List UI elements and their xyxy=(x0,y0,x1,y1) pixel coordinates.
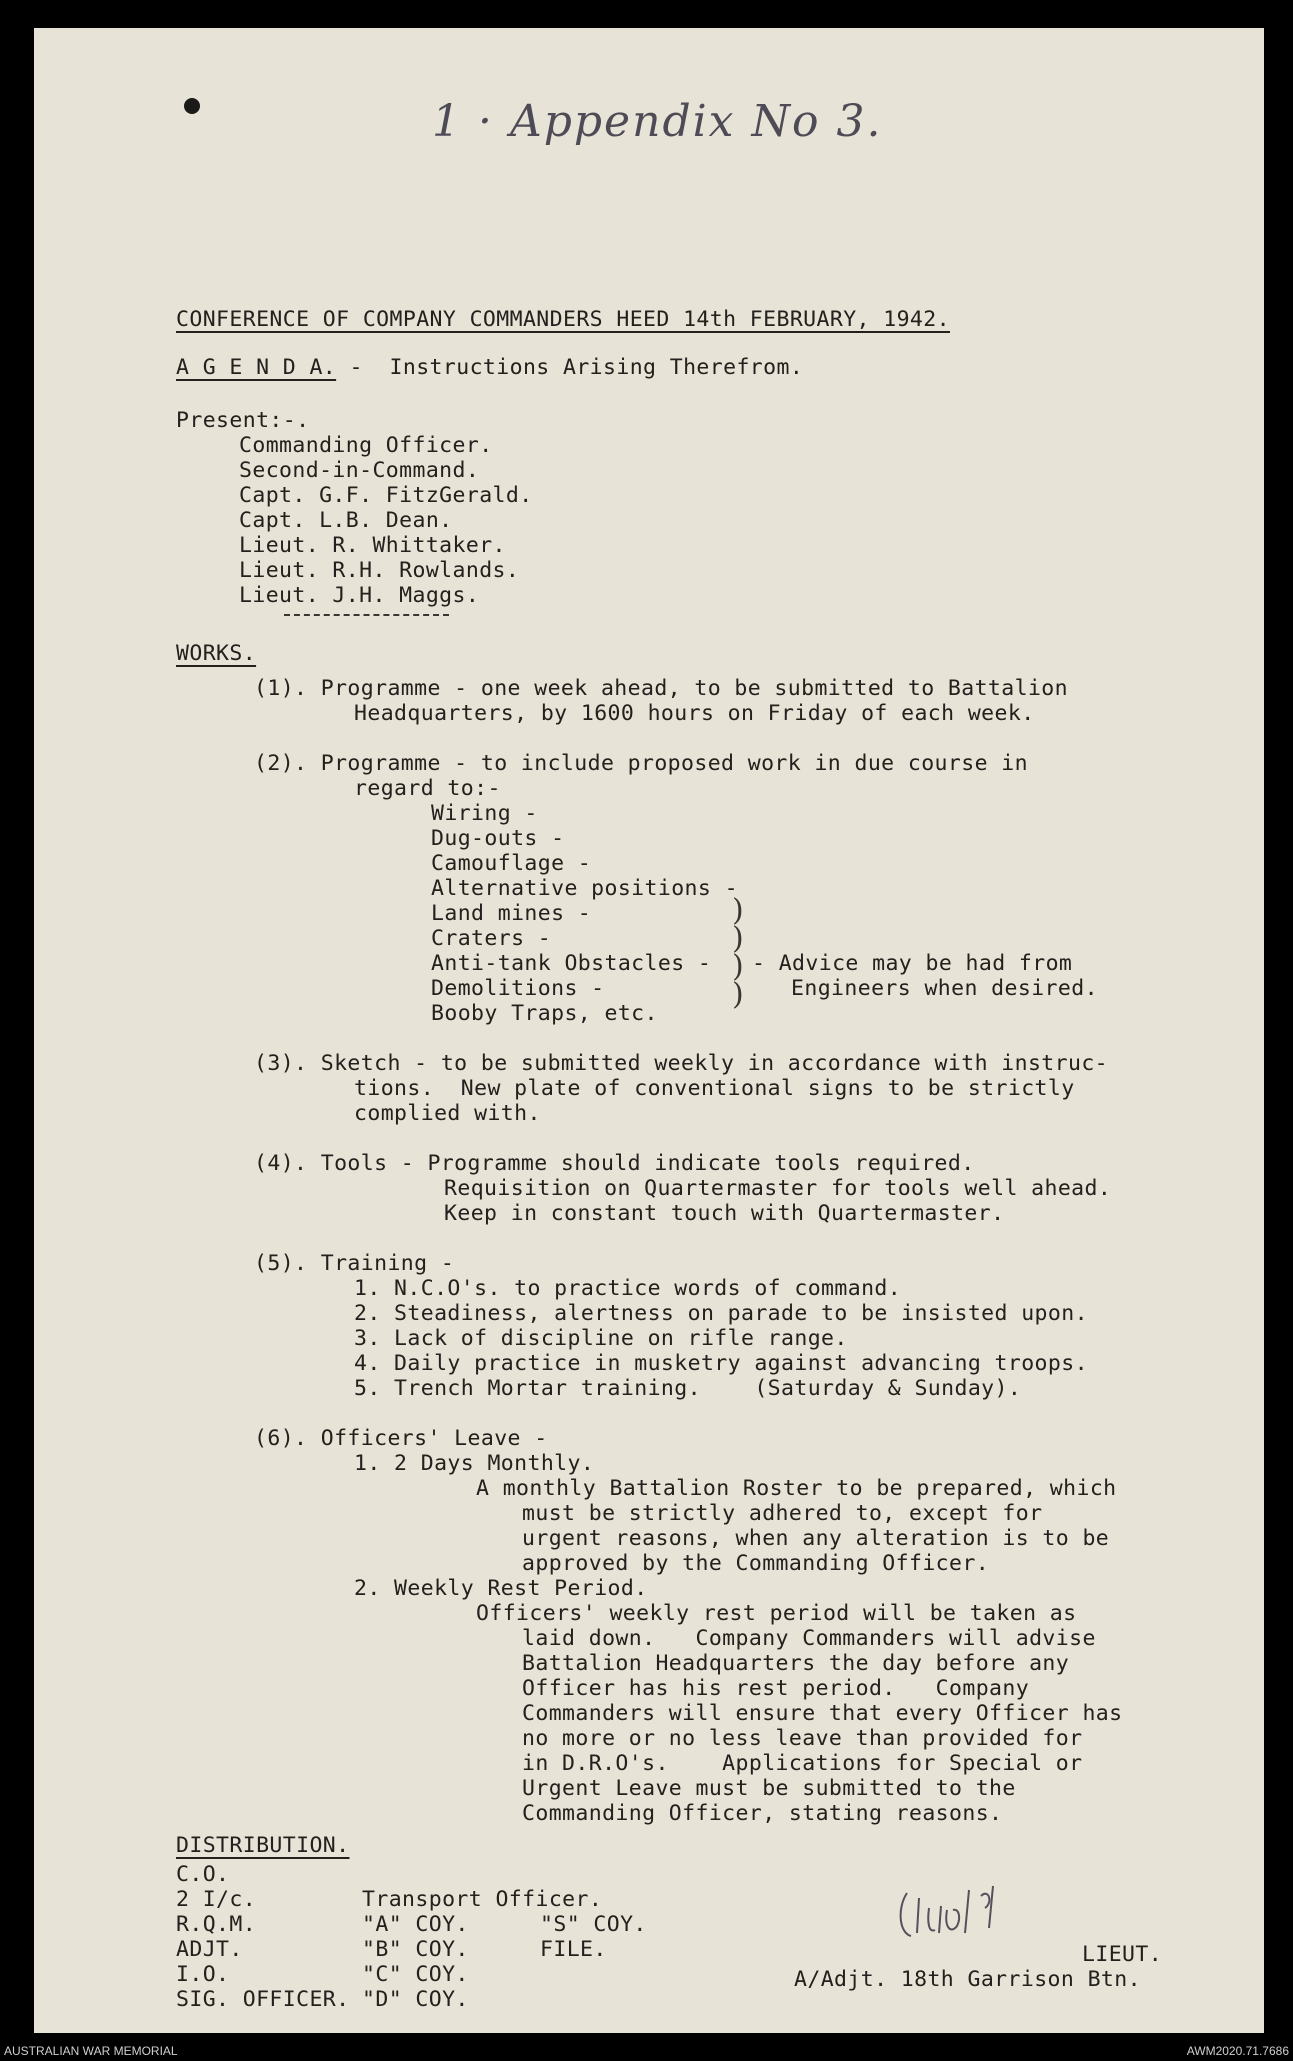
item4-line: Keep in constant touch with Quartermaster. xyxy=(444,1201,1005,1226)
signature-rank: LIEUT. xyxy=(1082,1942,1163,1967)
works-item: Dug-outs - xyxy=(431,826,565,851)
leave-text: Officers' weekly rest period will be taken as xyxy=(476,1601,1077,1626)
document-title: CONFERENCE OF COMPANY COMMANDERS HEED 14th FEBRUARY, 1942. xyxy=(176,307,950,332)
item5-label: (5). Training - xyxy=(254,1251,455,1276)
leave-text: A monthly Battalion Roster to be prepared, which xyxy=(476,1476,1117,1501)
leave-text: approved by the Commanding Officer. xyxy=(522,1551,990,1576)
present-name: Capt. G.F. FitzGerald. xyxy=(239,483,533,508)
leave-text: in D.R.O's. Applications for Special or xyxy=(522,1751,1083,1776)
divider-dashes xyxy=(284,614,449,616)
dist-entry: Transport Officer. xyxy=(362,1887,603,1912)
dist-entry: C.O. xyxy=(176,1862,230,1887)
dist-entry: SIG. OFFICER. xyxy=(176,1987,350,2012)
dist-entry: "A" COY. xyxy=(362,1912,469,1937)
agenda-rest: - Instructions Arising Therefrom. xyxy=(336,355,804,380)
training-point: 1. N.C.O's. to practice words of command. xyxy=(354,1276,902,1301)
dist-entry: R.Q.M. xyxy=(176,1912,257,1937)
present-name: Lieut. J.H. Maggs. xyxy=(239,583,480,608)
training-point: 4. Daily practice in musketry against advancing troops. xyxy=(354,1351,1088,1376)
works-item: Wiring - xyxy=(431,801,538,826)
item3-line: complied with. xyxy=(354,1101,541,1126)
dist-entry: FILE. xyxy=(540,1937,607,1962)
leave-text: Officer has his rest period. Company xyxy=(522,1676,1030,1701)
works-item: Alternative positions - xyxy=(431,876,738,901)
works-item: Booby Traps, etc. xyxy=(431,1001,658,1026)
item2-line: regard to:- xyxy=(354,776,501,801)
punch-hole xyxy=(184,98,200,114)
dist-entry: ADJT. xyxy=(176,1937,243,1962)
dist-entry: "B" COY. xyxy=(362,1937,469,1962)
item6-label: (6). Officers' Leave - xyxy=(254,1426,548,1451)
training-point: 2. Steadiness, alertness on parade to be insisted upon. xyxy=(354,1301,1088,1326)
item2-line: (2). Programme - to include proposed work in due course in xyxy=(254,751,1028,776)
dist-entry: "C" COY. xyxy=(362,1962,469,1987)
leave-text: Urgent Leave must be submitted to the xyxy=(522,1776,1016,1801)
leave-text: Battalion Headquarters the day before any xyxy=(522,1651,1070,1676)
present-name: Second-in-Command. xyxy=(239,458,480,483)
brace-mark: ) xyxy=(732,949,744,984)
document-page xyxy=(34,28,1264,2033)
advice-line: Engineers when desired. xyxy=(791,976,1098,1001)
distribution-heading: DISTRIBUTION. xyxy=(176,1833,350,1858)
leave-text: must be strictly adhered to, except for xyxy=(522,1501,1043,1526)
item3-line: tions. New plate of conventional signs to be strictly xyxy=(354,1076,1075,1101)
item1-line: Headquarters, by 1600 hours on Friday of each week. xyxy=(354,701,1035,726)
agenda-line xyxy=(176,355,803,380)
works-item: Anti-tank Obstacles - xyxy=(431,951,712,976)
leave-text: no more or no less leave than provided for xyxy=(522,1726,1083,1751)
signature-appointment: A/Adjt. 18th Garrison Btn. xyxy=(794,1967,1141,1992)
leave-text: laid down. Company Commanders will advise xyxy=(522,1626,1096,1651)
footer-right: AWM2020.71.7686 xyxy=(1186,2044,1289,2058)
present-name: Commanding Officer. xyxy=(239,433,493,458)
leave-sub1: 1. 2 Days Monthly. xyxy=(354,1451,595,1476)
item3-line: (3). Sketch - to be submitted weekly in accordance with instruc- xyxy=(254,1051,1109,1076)
dist-entry: I.O. xyxy=(176,1962,230,1987)
works-item: Craters - xyxy=(431,926,552,951)
training-point: 5. Trench Mortar training. (Saturday & Sunday). xyxy=(354,1376,1022,1401)
dist-entry: "D" COY. xyxy=(362,1987,469,2012)
present-name: Lieut. R.H. Rowlands. xyxy=(239,558,520,583)
training-point: 3. Lack of discipline on rifle range. xyxy=(354,1326,848,1351)
item1-line: (1). Programme - one week ahead, to be submitted to Battalion xyxy=(254,676,1068,701)
leave-text: urgent reasons, when any alteration is to be xyxy=(522,1526,1110,1551)
agenda-label: A G E N D A. xyxy=(176,355,337,380)
works-heading: WORKS. xyxy=(176,641,257,666)
item4-line: Requisition on Quartermaster for tools well ahead. xyxy=(444,1176,1112,1201)
leave-sub2: 2. Weekly Rest Period. xyxy=(354,1576,648,1601)
works-item: Land mines - xyxy=(431,901,592,926)
handwritten-annotation: 1 · Appendix No 3. xyxy=(432,96,883,147)
present-label: Present:-. xyxy=(176,408,310,433)
works-item: Camouflage - xyxy=(431,851,592,876)
dist-entry: "S" COY. xyxy=(540,1912,647,1937)
brace-mark: ) xyxy=(732,977,744,1012)
leave-text: Commanding Officer, stating reasons. xyxy=(522,1801,1003,1826)
works-item: Demolitions - xyxy=(431,976,605,1001)
present-name: Capt. L.B. Dean. xyxy=(239,508,453,533)
leave-text: Commanders will ensure that every Officer has xyxy=(522,1701,1123,1726)
signature-scribble xyxy=(889,1878,1029,1948)
advice-line: - Advice may be had from xyxy=(752,951,1073,976)
item4-line: (4). Tools - Programme should indicate tools required. xyxy=(254,1151,975,1176)
brace-mark: ) xyxy=(732,921,744,956)
brace-mark: ) xyxy=(732,893,744,928)
dist-entry: 2 I/c. xyxy=(176,1887,257,1912)
present-name: Lieut. R. Whittaker. xyxy=(239,533,506,558)
footer-bar xyxy=(0,2041,1293,2061)
footer-left: AUSTRALIAN WAR MEMORIAL xyxy=(4,2044,178,2058)
